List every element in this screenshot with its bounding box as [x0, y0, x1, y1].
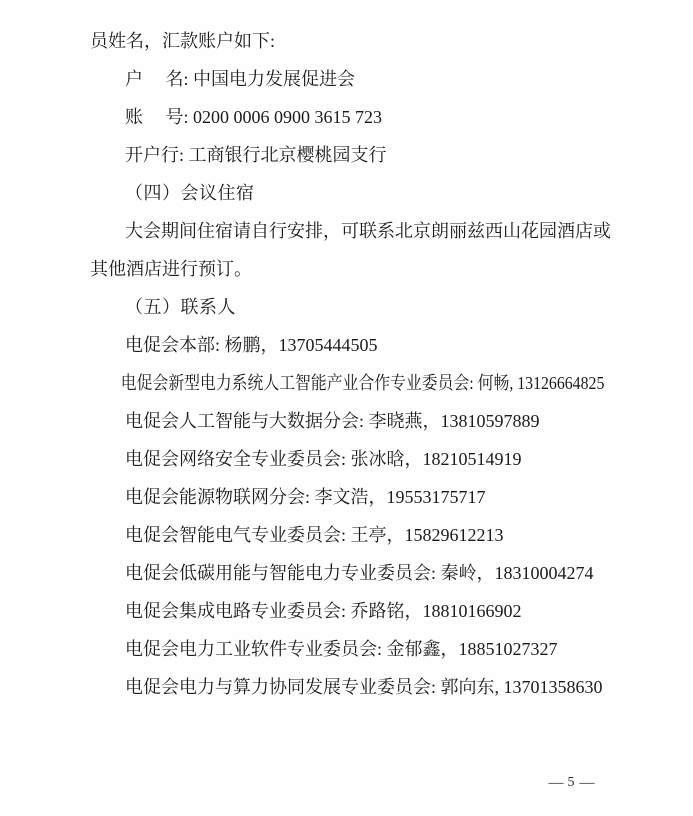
document-line: 其他酒店进行预订。: [90, 259, 252, 279]
document-line: 大会期间住宿请自行安排，可联系北京朗丽兹西山花园酒店或: [125, 221, 611, 241]
document-body: [90, 22, 612, 706]
contact-line: 电促会智能电气专业委员会: 王亭，15829612213: [125, 525, 504, 545]
document-line-account-number: 账 号: 0200 0006 0900 3615 723: [125, 107, 383, 127]
contact-line: 电促会网络安全专业委员会: 张冰晗，18210514919: [125, 449, 522, 469]
contact-line: 电促会电力工业软件专业委员会: 金郁鑫，18851027327: [125, 639, 558, 659]
contact-line: 电促会人工智能与大数据分会: 李晓燕，13810597889: [125, 411, 540, 431]
page-footer: [536, 772, 606, 794]
document-line-bank-branch: 开户行: 工商银行北京樱桃园支行: [125, 145, 387, 165]
document-line: 员姓名，汇款账户如下:: [90, 31, 275, 51]
document-line-account-name: 户 名: 中国电力发展促进会: [125, 69, 355, 89]
contact-line: 电促会电力与算力协同发展专业委员会: 郭向东, 13701358630: [125, 677, 603, 697]
contact-line: 电促会低碳用能与智能电力专业委员会: 秦岭，18310004274: [125, 563, 594, 583]
footer-dash-left: —: [548, 775, 563, 791]
footer-dash-right: —: [579, 775, 594, 791]
contact-line: 电促会集成电路专业委员会: 乔路铭，18810166902: [125, 601, 522, 621]
contact-line: 电促会本部: 杨鹏，13705444505: [125, 335, 378, 355]
contact-line: 电促会能源物联网分会: 李文浩，19553175717: [125, 487, 486, 507]
section-heading-accommodation: （四）会议住宿: [125, 183, 255, 203]
contact-line: 电促会新型电力系统人工智能产业合作专业委员会: 何畅, 13126664825: [120, 373, 605, 393]
page-number: 5: [567, 775, 575, 790]
section-heading-contacts: （五）联系人: [125, 297, 236, 317]
